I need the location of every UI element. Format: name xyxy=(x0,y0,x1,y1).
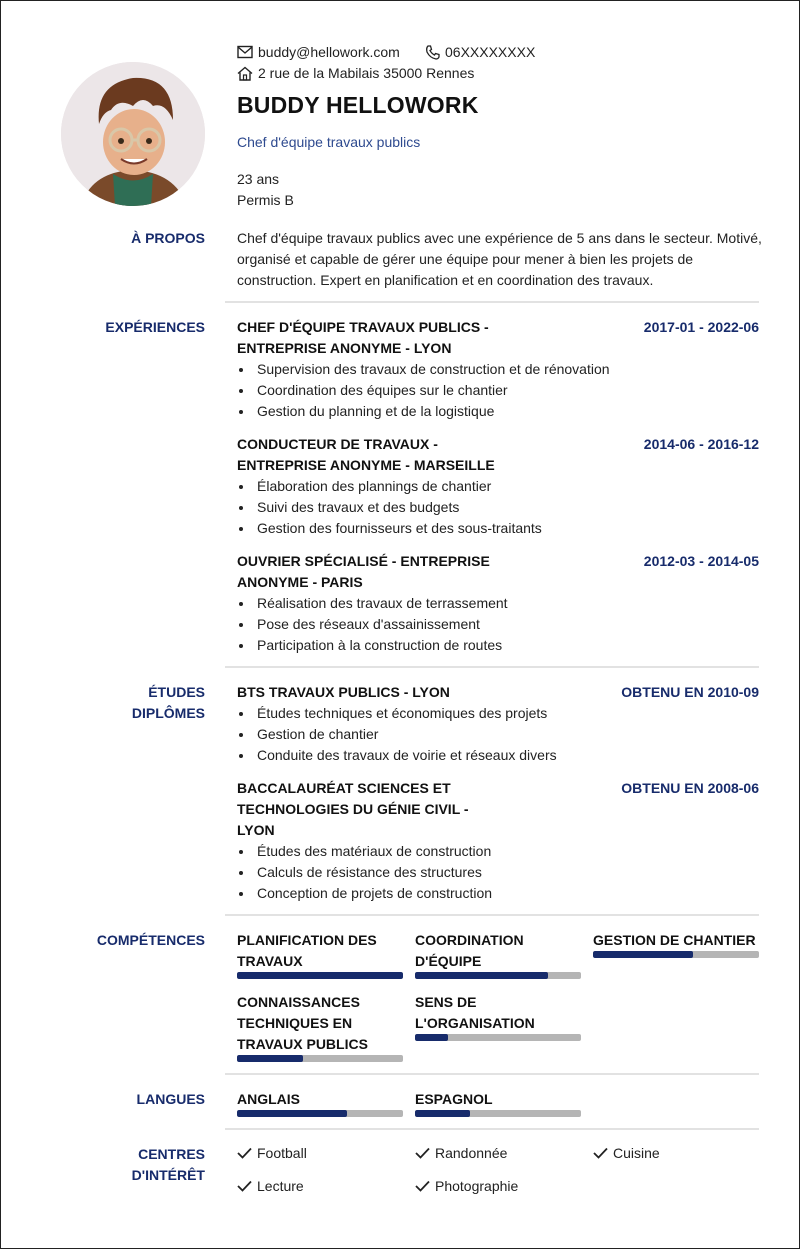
language-item xyxy=(415,1089,581,1117)
skill-level-bar xyxy=(237,1055,403,1062)
check-icon xyxy=(415,1180,430,1192)
education-dates: OBTENU EN 2010-09 xyxy=(621,684,759,700)
interest-item: Photographie xyxy=(415,1178,518,1194)
avatar xyxy=(61,62,205,206)
list-item: Réalisation des travaux de terrassement xyxy=(237,593,508,614)
education-title: BTS TRAVAUX PUBLICS - LYON xyxy=(237,684,450,700)
list-item: Gestion des fournisseurs et des sous-traitants xyxy=(237,518,542,539)
section-label-about: À PROPOS xyxy=(131,230,205,246)
skill-name: COORDINATION D'ÉQUIPE xyxy=(415,932,524,969)
section-label-interests: CENTRES D'INTÉRÊT xyxy=(131,1146,205,1183)
list-item: Conduite des travaux de voirie et réseaux divers xyxy=(237,745,557,766)
age-text: 23 ans xyxy=(237,171,280,187)
job-title: Chef d'équipe travaux publics xyxy=(237,134,421,150)
list-item: Pose des réseaux d'assainissement xyxy=(237,614,508,635)
experience-bullets xyxy=(237,476,542,539)
list-item: Calculs de résistance des structures xyxy=(237,862,492,883)
education-bullets xyxy=(237,703,557,766)
skill-name: GESTION DE CHANTIER xyxy=(593,932,756,948)
separator xyxy=(225,666,759,668)
list-item: Gestion de chantier xyxy=(237,724,557,745)
skill-level-bar xyxy=(415,1034,581,1041)
skill-item xyxy=(237,992,403,1062)
language-level-bar xyxy=(415,1110,581,1117)
list-item: Participation à la construction de routes xyxy=(237,635,508,656)
list-item: Conception de projets de construction xyxy=(237,883,492,904)
interest-item: Cuisine xyxy=(593,1145,660,1161)
email-contact[interactable] xyxy=(237,44,400,60)
skill-name: SENS DE L'ORGANISATION xyxy=(415,994,535,1031)
experience-bullets xyxy=(237,593,508,656)
interest-item: Lecture xyxy=(237,1178,304,1194)
skill-name: CONNAISSANCES TECHNIQUES EN TRAVAUX PUBLICS xyxy=(237,994,368,1052)
phone-icon xyxy=(425,45,440,60)
separator xyxy=(225,914,759,916)
list-item: Suivi des travaux et des budgets xyxy=(237,497,542,518)
address-text: 2 rue de la Mabilais 35000 Rennes xyxy=(258,65,475,81)
skill-level-bar xyxy=(237,972,403,979)
skill-level-bar xyxy=(415,972,581,979)
skill-item xyxy=(415,930,581,979)
language-item xyxy=(237,1089,403,1117)
envelope-icon xyxy=(237,45,253,59)
avatar-illustration xyxy=(61,62,205,206)
home-icon xyxy=(237,66,253,81)
language-level-bar xyxy=(237,1110,403,1117)
email-text: buddy@hellowork.com xyxy=(258,44,400,60)
section-label-experiences: EXPÉRIENCES xyxy=(105,319,205,335)
check-icon xyxy=(593,1147,608,1159)
list-item: Études des matériaux de construction xyxy=(237,841,492,862)
section-label-skills: COMPÉTENCES xyxy=(96,932,205,948)
experience-title: OUVRIER SPÉCIALISÉ - ENTREPRISE ANONYME - PARIS xyxy=(237,553,490,590)
check-icon xyxy=(415,1147,430,1159)
candidate-name: BUDDY HELLOWORK xyxy=(237,92,479,118)
license-text: Permis B xyxy=(237,192,294,208)
skill-level-bar xyxy=(593,951,759,958)
skill-item xyxy=(237,930,403,979)
check-icon xyxy=(237,1147,252,1159)
experience-bullets xyxy=(237,359,610,422)
separator xyxy=(225,1073,759,1075)
skill-name: PLANIFICATION DES TRAVAUX xyxy=(237,932,377,969)
check-icon xyxy=(237,1180,252,1192)
section-label-languages: LANGUES xyxy=(136,1091,205,1107)
interest-item: Randonnée xyxy=(415,1145,507,1161)
education-bullets xyxy=(237,841,492,904)
education-title: BACCALAURÉAT SCIENCES ET TECHNOLOGIES DU GÉNIE CIVIL - LYON xyxy=(237,780,469,838)
language-name: ESPAGNOL xyxy=(415,1091,493,1107)
separator xyxy=(225,1128,759,1130)
skill-item xyxy=(593,930,759,958)
list-item: Gestion du planning et de la logistique xyxy=(237,401,610,422)
phone-text: 06XXXXXXXX xyxy=(445,44,536,60)
about-text: Chef d'équipe travaux publics avec une expérience de 5 ans dans le secteur. Motivé, organisé et capable de gérer une équipe pour mener à bien les projets de construction. Expert en planification et en coordination des travaux. xyxy=(237,230,762,288)
experience-dates: 2012-03 - 2014-05 xyxy=(643,553,759,569)
experience-title: CHEF D'ÉQUIPE TRAVAUX PUBLICS - ENTREPRISE ANONYME - LYON xyxy=(237,319,489,356)
skill-item xyxy=(415,992,581,1041)
education-dates: OBTENU EN 2008-06 xyxy=(621,780,759,796)
list-item: Supervision des travaux de construction et de rénovation xyxy=(237,359,610,380)
experience-dates: 2017-01 - 2022-06 xyxy=(643,319,759,335)
address-contact xyxy=(237,65,474,81)
language-name: ANGLAIS xyxy=(237,1091,300,1107)
list-item: Coordination des équipes sur le chantier xyxy=(237,380,610,401)
list-item: Élaboration des plannings de chantier xyxy=(237,476,542,497)
phone-contact[interactable] xyxy=(425,44,535,60)
experience-title: CONDUCTEUR DE TRAVAUX - ENTREPRISE ANONYME - MARSEILLE xyxy=(237,436,495,473)
interest-item: Football xyxy=(237,1145,307,1161)
list-item: Études techniques et économiques des projets xyxy=(237,703,557,724)
separator xyxy=(225,301,759,303)
experience-dates: 2014-06 - 2016-12 xyxy=(643,436,759,452)
section-label-education: ÉTUDES DIPLÔMES xyxy=(131,684,205,721)
